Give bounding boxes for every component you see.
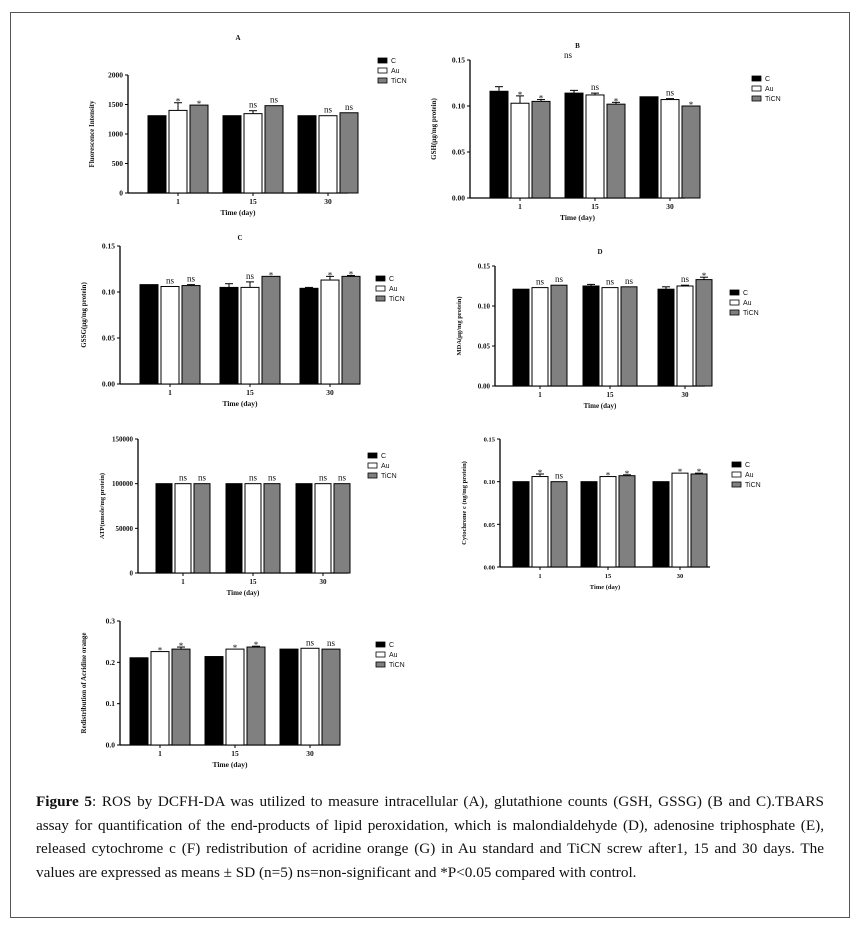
bar-c: [581, 482, 597, 567]
bar-au: [532, 288, 548, 386]
bar-au: [315, 484, 331, 573]
legend-swatch-au: [752, 86, 761, 91]
x-tick-label: 1: [158, 749, 162, 758]
y-axis-label: Cytochrome c (ng/mg protein): [461, 461, 468, 545]
significance-star: *: [537, 467, 543, 478]
bar-c: [296, 484, 312, 573]
x-tick-label: 15: [604, 573, 612, 580]
legend-swatch-c: [378, 58, 387, 63]
bar-au: [600, 477, 616, 567]
legend-label-ticn: TiCN: [389, 662, 405, 669]
bar-c: [565, 93, 583, 198]
y-tick-label: 0: [129, 569, 133, 578]
significance-star: *: [253, 640, 259, 651]
significance-star: *: [157, 645, 163, 656]
y-axis-label: Redistribution of Acridine orange: [80, 632, 88, 734]
x-tick-label: 15: [249, 578, 257, 586]
bar-c: [223, 116, 241, 193]
y-tick-label: 0.05: [451, 147, 465, 157]
y-tick-label: 0.0: [105, 740, 115, 750]
bar-ticn: [247, 647, 265, 745]
significance-star: *: [613, 96, 619, 107]
significance-star: *: [538, 93, 544, 104]
bar-au: [319, 116, 337, 193]
y-tick-label: 1500: [108, 100, 123, 109]
legend-label-au: Au: [389, 652, 398, 659]
legend-swatch-c: [376, 276, 385, 281]
chart-title: C: [237, 234, 243, 242]
bar-au: [321, 280, 339, 384]
bar-c: [205, 657, 223, 745]
x-tick-label: 1: [518, 202, 522, 211]
x-tick-label: 15: [591, 202, 599, 211]
y-axis-label: GSSG(µg/mg protein): [80, 282, 88, 348]
bar-c: [658, 289, 674, 386]
bar-c: [220, 287, 238, 384]
chart-panel-a: [78, 30, 428, 230]
legend-label-au: Au: [765, 86, 774, 93]
legend-swatch-au: [376, 286, 385, 291]
legend-label-c: C: [389, 642, 395, 649]
bar-c: [513, 289, 529, 386]
x-tick-label: 15: [606, 391, 614, 399]
significance-star: *: [327, 270, 333, 281]
significance-ns: ns: [344, 101, 354, 112]
bar-ticn: [551, 285, 567, 386]
significance-ns: ns: [165, 275, 175, 286]
x-tick-label: 30: [319, 578, 327, 586]
y-tick-label: 0.00: [483, 564, 495, 572]
bar-au: [586, 95, 604, 198]
y-tick-label: 0.15: [477, 262, 490, 271]
significance-ns: ns: [178, 472, 188, 483]
legend-label-c: C: [743, 290, 749, 297]
bar-c: [148, 116, 166, 193]
legend-label-c: C: [381, 453, 387, 460]
legend-label-ticn: TiCN: [745, 482, 761, 489]
legend-label-c: C: [765, 76, 771, 83]
legend-swatch-au: [376, 652, 385, 657]
significance-ns: ns: [554, 274, 564, 285]
bar-c: [490, 91, 508, 198]
bar-c: [140, 285, 158, 384]
x-tick-label: 30: [326, 388, 334, 397]
bar-c: [653, 482, 669, 567]
y-tick-label: 0.10: [477, 302, 490, 311]
y-tick-label: 0.3: [105, 616, 115, 626]
bar-ticn: [322, 649, 340, 745]
y-axis-label: GSH(µg/mg protein): [430, 98, 438, 160]
legend-label-c: C: [389, 276, 395, 283]
bar-ticn: [334, 484, 350, 573]
x-tick-label: 1: [181, 578, 185, 586]
legend-swatch-c: [752, 76, 761, 81]
x-tick-label: 15: [246, 388, 254, 397]
caption-text: : ROS by DCFH-DA was utilized to measure intracellular (A), glutathione counts (GSH, GSSG) (B and C).TBARS assay for quantification of the end-products of lipid peroxidation, which is malondialdehyde (D), adenosine triphosphate (E), released cytochrome c (F) redistribution of acridine orange (G) in Au standard and TiCN screw after1, 15 and 30 days. The values are expressed as means ± SD (n=5) ns=non-significant and *P<0.05 compared with control.: [36, 793, 824, 881]
significance-star: *: [677, 467, 683, 478]
bar-ticn: [607, 104, 625, 198]
legend-swatch-c: [368, 453, 377, 458]
x-tick-label: 30: [306, 749, 314, 758]
bar-ticn: [621, 287, 637, 386]
chart-title: D: [597, 248, 603, 256]
significance-ns: ns: [248, 472, 258, 483]
y-tick-label: 0.2: [105, 657, 115, 667]
bar-au: [301, 648, 319, 745]
y-tick-label: 0: [119, 188, 123, 198]
significance-ns: ns: [535, 276, 545, 287]
bar-au: [245, 484, 261, 573]
significance-ns: ns: [554, 470, 564, 481]
bar-au: [151, 652, 169, 745]
bar-au: [161, 286, 179, 384]
figure-caption: [36, 790, 824, 884]
significance-star: *: [624, 468, 630, 479]
x-tick-label: 1: [538, 573, 542, 580]
legend-swatch-au: [368, 463, 377, 468]
bar-ticn: [696, 280, 712, 386]
significance-ns: ns: [245, 270, 255, 281]
x-tick-label: 30: [676, 573, 684, 580]
bar-c: [130, 658, 148, 745]
legend-swatch-au: [730, 300, 739, 305]
y-tick-label: 50000: [115, 524, 133, 533]
bar-ticn: [342, 276, 360, 384]
x-axis-label: Time (day): [220, 208, 256, 217]
significance-ns: ns: [624, 275, 634, 286]
y-tick-label: 100000: [112, 480, 133, 489]
y-tick-label: 0.10: [483, 479, 495, 487]
significance-ns: ns: [305, 637, 315, 648]
chart-title: A: [235, 34, 241, 42]
legend-label-c: C: [745, 462, 751, 469]
bar-au: [175, 484, 191, 573]
legend-swatch-ticn: [752, 96, 761, 101]
significance-ns: ns: [267, 472, 277, 483]
bar-c: [298, 116, 316, 193]
bar-au: [244, 114, 262, 193]
x-tick-label: 1: [538, 391, 542, 399]
bar-ticn: [551, 482, 567, 567]
bar-ticn: [194, 484, 210, 573]
legend-label-au: Au: [743, 300, 752, 307]
y-tick-label: 0.05: [101, 333, 115, 343]
y-tick-label: 0.00: [451, 193, 465, 203]
legend-swatch-au: [378, 68, 387, 73]
y-tick-label: 0.15: [483, 436, 495, 444]
bar-ticn: [691, 474, 707, 567]
legend-label-au: Au: [391, 68, 400, 75]
y-tick-label: 0.05: [477, 342, 490, 351]
x-tick-label: 30: [681, 391, 689, 399]
y-tick-label: 150000: [112, 435, 133, 444]
bar-ticn: [190, 105, 208, 193]
chart-panel-c: [78, 232, 428, 417]
significance-ns: ns: [318, 472, 328, 483]
y-tick-label: 0.15: [451, 55, 465, 65]
significance-star: *: [348, 269, 354, 280]
significance-ns: ns: [563, 50, 573, 60]
bar-c: [156, 484, 172, 573]
y-tick-label: 0.10: [101, 287, 115, 297]
x-axis-label: Time (day): [226, 589, 260, 597]
legend-swatch-au: [732, 472, 741, 477]
significance-star: *: [701, 271, 707, 282]
x-tick-label: 30: [666, 202, 674, 211]
bar-au: [226, 649, 244, 745]
bar-c: [583, 286, 599, 386]
y-axis-label: ATP(nmole/mg protein): [99, 472, 106, 540]
significance-star: *: [688, 100, 694, 110]
x-tick-label: 30: [324, 197, 332, 206]
legend-swatch-c: [376, 642, 385, 647]
bar-c: [226, 484, 242, 573]
chart-title: B: [575, 42, 580, 50]
y-axis-label: MDA(µg/mg protein): [456, 296, 463, 356]
y-tick-label: 0.05: [483, 521, 495, 529]
legend-swatch-ticn: [376, 662, 385, 667]
significance-star: *: [268, 270, 274, 281]
significance-star: *: [196, 99, 202, 110]
y-axis-label: Fluorescence Intensity: [88, 100, 96, 168]
significance-star: *: [175, 96, 181, 107]
legend-swatch-ticn: [730, 310, 739, 315]
bar-au: [169, 110, 187, 193]
y-tick-label: 0.00: [101, 379, 115, 389]
chart-panel-e: [78, 425, 428, 605]
legend-label-ticn: TiCN: [391, 78, 407, 85]
bar-ticn: [532, 101, 550, 198]
legend-label-ticn: TiCN: [743, 310, 759, 317]
bar-ticn: [182, 286, 200, 384]
significance-ns: ns: [337, 472, 347, 483]
bar-au: [672, 473, 688, 567]
bar-ticn: [172, 649, 190, 745]
bar-ticn: [682, 106, 700, 198]
bar-au: [602, 288, 618, 386]
significance-star: *: [696, 467, 702, 478]
y-tick-label: 2000: [108, 70, 123, 80]
significance-ns: ns: [326, 638, 336, 649]
legend-swatch-ticn: [732, 482, 741, 487]
significance-star: *: [605, 470, 611, 481]
significance-ns: ns: [248, 99, 258, 110]
legend-swatch-ticn: [368, 473, 377, 478]
bar-ticn: [264, 484, 280, 573]
significance-ns: ns: [197, 472, 207, 483]
chart-panel-g: [78, 612, 428, 777]
significance-star: *: [178, 641, 184, 652]
caption-label: Figure 5: [36, 793, 92, 810]
bar-c: [300, 288, 318, 384]
legend-swatch-c: [732, 462, 741, 467]
x-axis-label: Time (day): [222, 399, 258, 408]
significance-ns: ns: [605, 276, 615, 287]
x-tick-label: 15: [231, 749, 239, 758]
bar-au: [677, 286, 693, 386]
y-tick-label: 0.15: [101, 241, 115, 251]
legend-label-au: Au: [389, 286, 398, 293]
y-tick-label: 0.1: [105, 699, 115, 709]
significance-ns: ns: [680, 274, 690, 285]
bar-au: [511, 103, 529, 198]
significance-ns: ns: [590, 82, 600, 93]
legend-label-c: C: [391, 58, 397, 65]
chart-panel-d: [440, 246, 790, 421]
bar-c: [280, 649, 298, 745]
legend-label-ticn: TiCN: [389, 296, 405, 303]
x-axis-label: Time (day): [583, 402, 617, 410]
bar-au: [241, 287, 259, 384]
x-axis-label: Time (day): [559, 213, 596, 222]
bar-c: [513, 482, 529, 567]
bar-ticn: [262, 276, 280, 384]
legend-swatch-ticn: [376, 296, 385, 301]
chart-panel-f: [440, 432, 790, 597]
significance-ns: ns: [323, 104, 333, 115]
chart-panel-b: [430, 38, 800, 233]
bar-ticn: [619, 476, 635, 567]
bar-c: [640, 97, 658, 198]
bar-au: [661, 100, 679, 198]
x-tick-label: 15: [249, 197, 257, 206]
legend-swatch-c: [730, 290, 739, 295]
y-tick-label: 1000: [108, 129, 123, 139]
significance-star: *: [517, 89, 523, 100]
legend-label-ticn: TiCN: [765, 96, 781, 103]
significance-ns: ns: [269, 94, 279, 105]
bar-ticn: [340, 113, 358, 193]
x-axis-label: Time (day): [589, 584, 621, 591]
legend-label-ticn: TiCN: [381, 473, 397, 480]
significance-star: *: [232, 643, 238, 654]
y-tick-label: 500: [111, 159, 123, 168]
legend-label-au: Au: [381, 463, 390, 470]
legend-label-au: Au: [745, 472, 754, 479]
y-tick-label: 0.10: [451, 101, 465, 111]
x-tick-label: 1: [168, 388, 172, 397]
legend-swatch-ticn: [378, 78, 387, 83]
bar-ticn: [265, 106, 283, 193]
x-axis-label: Time (day): [212, 760, 248, 769]
x-tick-label: 1: [176, 197, 180, 206]
bar-au: [532, 477, 548, 567]
significance-ns: ns: [186, 273, 196, 284]
y-tick-label: 0.00: [477, 382, 490, 391]
significance-ns: ns: [665, 87, 675, 98]
